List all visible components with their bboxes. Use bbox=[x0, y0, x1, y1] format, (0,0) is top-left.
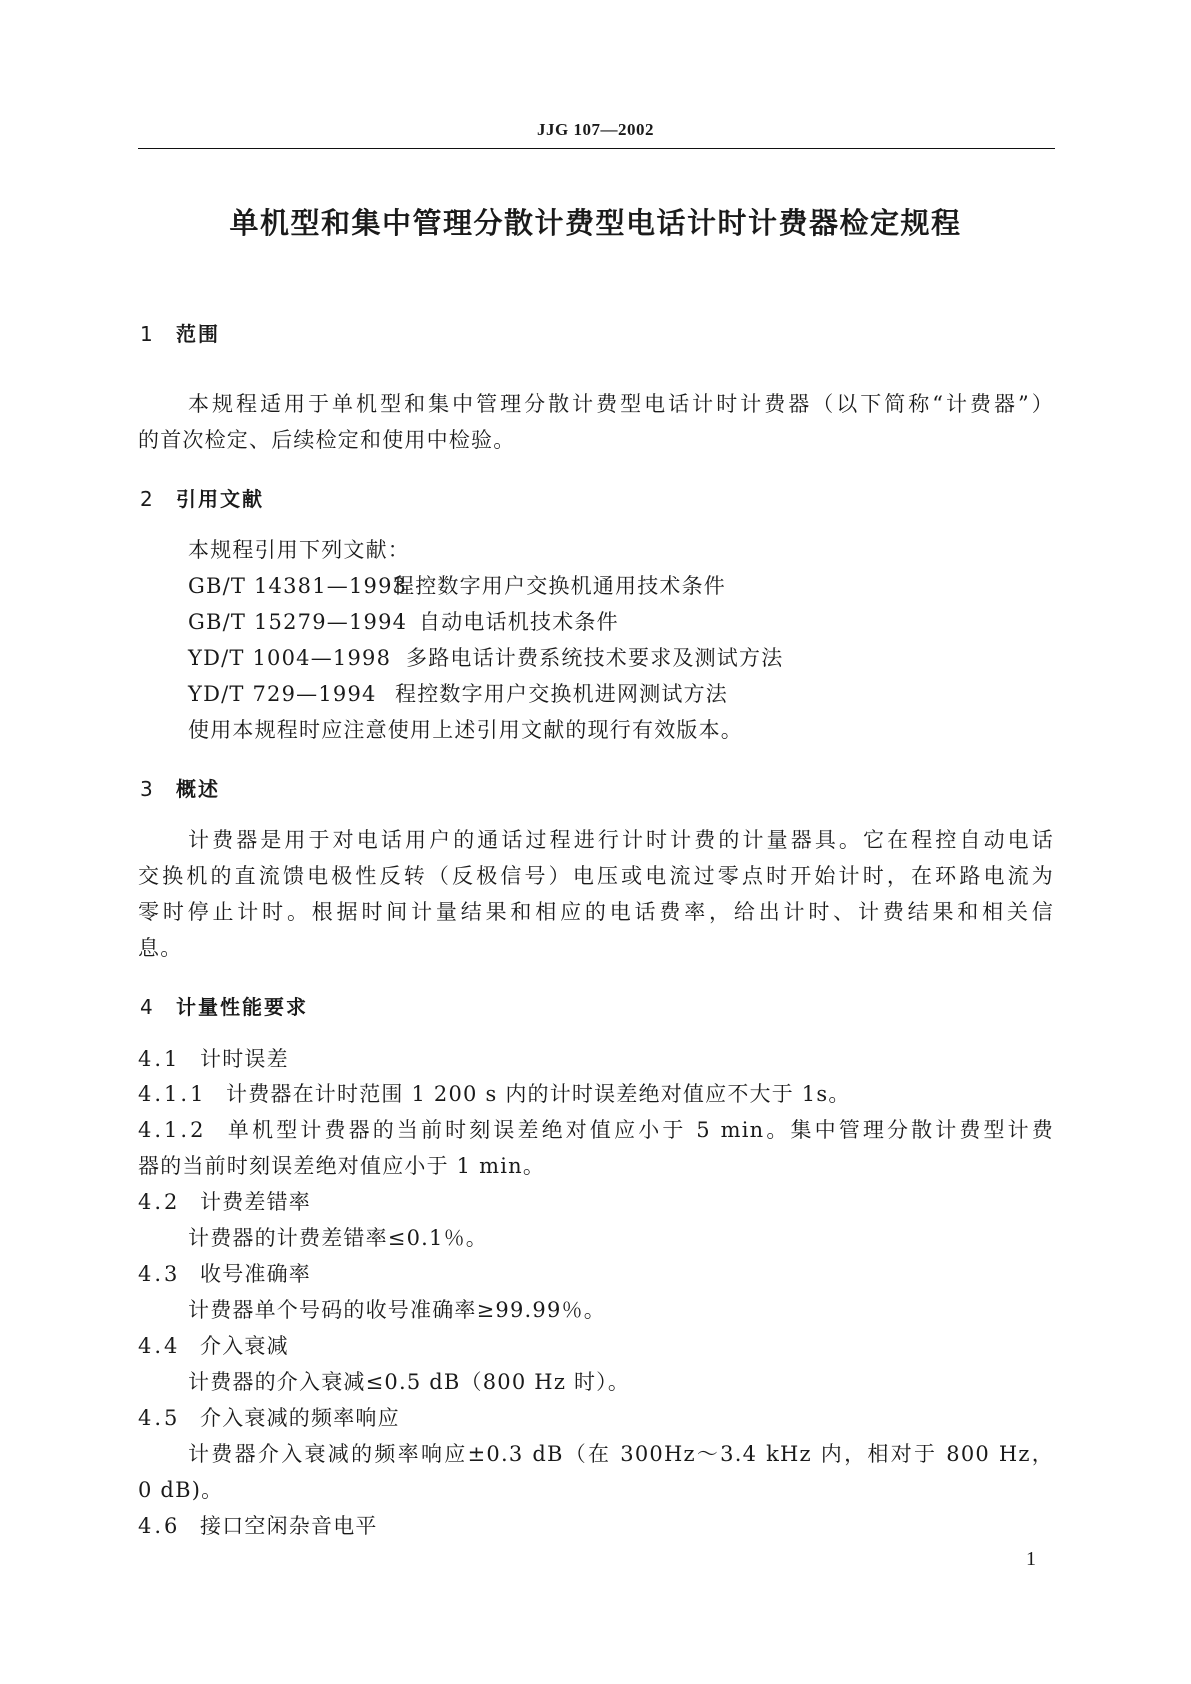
section-number: 3 bbox=[140, 777, 155, 801]
clause-4-1-1 bbox=[138, 1080, 851, 1108]
reference-code: GB/T 15279—1994 bbox=[188, 610, 408, 634]
clause-body: 计费器的介入衰减≤0.5 dB（800 Hz 时）。 bbox=[188, 1370, 631, 1394]
clause-title: 收号准确率 bbox=[200, 1262, 311, 1286]
section-number: 4 bbox=[140, 995, 155, 1019]
reference-code: YD/T 729—1994 bbox=[188, 682, 377, 706]
clause-title: 接口空闲杂音电平 bbox=[200, 1514, 378, 1538]
section-title: 范围 bbox=[176, 322, 220, 346]
clause-title: 计费差错率 bbox=[200, 1190, 311, 1214]
section-1-heading bbox=[140, 318, 220, 347]
paragraph-line: 零时停止计时。根据时间计量结果和相应的电话费率，给出计时、计费结果和相关信 bbox=[138, 900, 1054, 924]
paragraph-line: 本规程适用于单机型和集中管理分散计费型电话计时计费器（以下简称“计费器”） bbox=[188, 392, 1054, 416]
clause-text: 计费器在计时范围 1 200 s 内的计时误差绝对值应不大于 1s。 bbox=[226, 1082, 851, 1106]
clause-text: 单机型计费器的当前时刻误差绝对值应小于 5 min。集中管理分散计费型计费 bbox=[226, 1118, 1054, 1142]
reference-title: 自动电话机技术条件 bbox=[419, 610, 619, 634]
paragraph-line: 交换机的直流馈电极性反转（反极信号）电压或电流过零点时开始计时，在环路电流为 bbox=[138, 864, 1054, 888]
section-3-heading bbox=[140, 773, 220, 802]
clause-text-continued: 器的当前时刻误差绝对值应小于 1 min。 bbox=[138, 1154, 546, 1178]
clause-4-2 bbox=[138, 1188, 311, 1216]
document-code-header: JJG 107—2002 bbox=[537, 120, 654, 139]
reference-code: GB/T 14381—1993 bbox=[188, 574, 408, 598]
reference-item bbox=[188, 680, 728, 708]
clause-title: 介入衰减 bbox=[200, 1334, 289, 1358]
clause-4-5 bbox=[138, 1404, 400, 1432]
reference-note: 使用本规程时应注意使用上述引用文献的现行有效版本。 bbox=[188, 718, 743, 742]
clause-title: 介入衰减的频率响应 bbox=[200, 1406, 400, 1430]
clause-4-4 bbox=[138, 1332, 289, 1360]
clause-4-3 bbox=[138, 1260, 311, 1288]
clause-number: 4.4 bbox=[138, 1334, 181, 1358]
clause-number: 4.1.2 bbox=[138, 1118, 207, 1142]
paragraph-line: 计费器是用于对电话用户的通话过程进行计时计费的计量器具。它在程控自动电话 bbox=[188, 828, 1054, 852]
clause-number: 4.1 bbox=[138, 1047, 181, 1071]
reference-item bbox=[188, 572, 726, 600]
reference-item bbox=[188, 644, 783, 672]
clause-body-continued: 0 dB)。 bbox=[138, 1478, 224, 1502]
clause-body: 计费器单个号码的收号准确率≥99.99％。 bbox=[188, 1298, 606, 1322]
clause-4-6 bbox=[138, 1512, 378, 1540]
section-title: 计量性能要求 bbox=[176, 995, 308, 1019]
header-rule bbox=[138, 148, 1055, 149]
section-4-heading bbox=[140, 991, 308, 1020]
clause-number: 4.3 bbox=[138, 1262, 181, 1286]
clause-number: 4.2 bbox=[138, 1190, 181, 1214]
clause-body: 计费器的计费差错率≤0.1％。 bbox=[188, 1226, 488, 1250]
clause-4-1-2 bbox=[138, 1116, 1054, 1144]
clause-title: 计时误差 bbox=[200, 1047, 289, 1071]
reference-intro: 本规程引用下列文献： bbox=[188, 538, 410, 562]
reference-title: 程控数字用户交换机通用技术条件 bbox=[393, 574, 726, 598]
document-title: 单机型和集中管理分散计费型电话计时计费器检定规程 bbox=[229, 206, 962, 240]
section-number: 2 bbox=[140, 487, 155, 511]
clause-number: 4.5 bbox=[138, 1406, 181, 1430]
section-number: 1 bbox=[140, 322, 155, 346]
clause-number: 4.1.1 bbox=[138, 1082, 207, 1106]
clause-body: 计费器介入衰减的频率响应±0.3 dB（在 300Hz～3.4 kHz 内，相对于 800 Hz， bbox=[188, 1442, 1054, 1466]
reference-title: 程控数字用户交换机进网测试方法 bbox=[395, 682, 728, 706]
page-number: 1 bbox=[1026, 1548, 1036, 1570]
section-title: 概述 bbox=[176, 777, 220, 801]
reference-code: YD/T 1004—1998 bbox=[188, 646, 392, 670]
section-2-heading bbox=[140, 483, 264, 512]
section-title: 引用文献 bbox=[176, 487, 264, 511]
clause-4-1 bbox=[138, 1045, 289, 1073]
paragraph-line: 息。 bbox=[138, 936, 183, 960]
paragraph-line: 的首次检定、后续检定和使用中检验。 bbox=[138, 428, 516, 452]
reference-item bbox=[188, 608, 619, 636]
reference-title: 多路电话计费系统技术要求及测试方法 bbox=[406, 646, 784, 670]
clause-number: 4.6 bbox=[138, 1514, 181, 1538]
